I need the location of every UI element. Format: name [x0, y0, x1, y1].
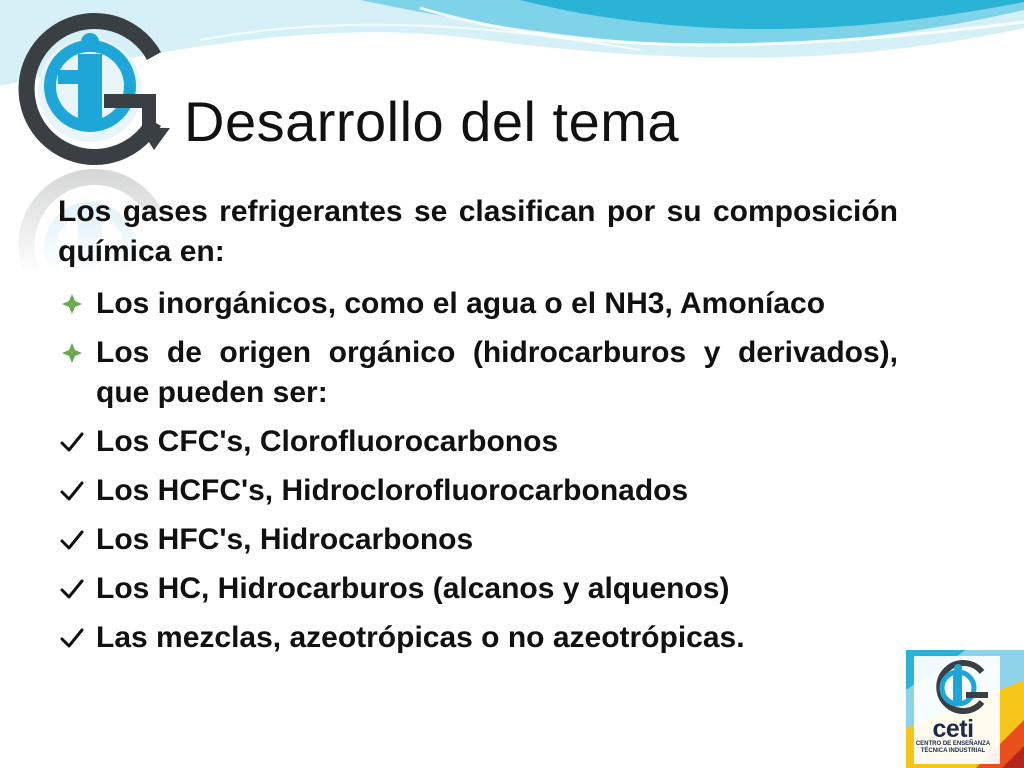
list-item-text: Los de origen orgánico (hidrocarburos y derivados), que pueden ser:: [96, 336, 898, 409]
list-item-text: Los HFC's, Hidrocarbonos: [96, 523, 474, 556]
bullet-list: [58, 284, 898, 658]
ceti-subtitle-line-2: TÉCNICA INDUSTRIAL: [920, 748, 986, 754]
ceti-subtitle-line-1: CENTRO DE ENSEÑANZA: [915, 741, 991, 747]
intro-paragraph: Los gases refrigerantes se clasifican por su composición química en:: [58, 195, 898, 268]
check-bullet-icon: [58, 477, 86, 505]
list-item: [58, 471, 898, 511]
list-item: [58, 422, 898, 462]
list-item-text: Las mezclas, azeotrópicas o no azeotrópicas.: [96, 621, 745, 654]
list-item-text: Los CFC's, Clorofluorocarbonos: [96, 425, 559, 458]
list-item-text: Los HC, Hidrocarburos (alcanos y alquenos): [96, 572, 730, 605]
list-item: [58, 520, 898, 560]
ceti-wordmark: ceti: [932, 715, 974, 743]
diamond-bullet-icon: [58, 339, 86, 367]
check-bullet-icon: [58, 526, 86, 554]
ceti-subtitle: [910, 741, 996, 755]
diamond-bullet-icon: [58, 290, 86, 318]
check-bullet-icon: [58, 428, 86, 456]
list-item-text: Los inorgánicos, como el agua o el NH3, Amoníaco: [96, 287, 826, 320]
slide-content: [58, 192, 898, 667]
list-item: [58, 618, 898, 658]
check-bullet-icon: [58, 624, 86, 652]
list-item: [58, 569, 898, 609]
list-item-text: Los HCFC's, Hidroclorofluorocarbonados: [96, 474, 689, 507]
check-bullet-icon: [58, 575, 86, 603]
list-item: [58, 333, 898, 413]
list-item: [58, 284, 898, 324]
slide-title: Desarrollo del tema: [184, 90, 680, 153]
